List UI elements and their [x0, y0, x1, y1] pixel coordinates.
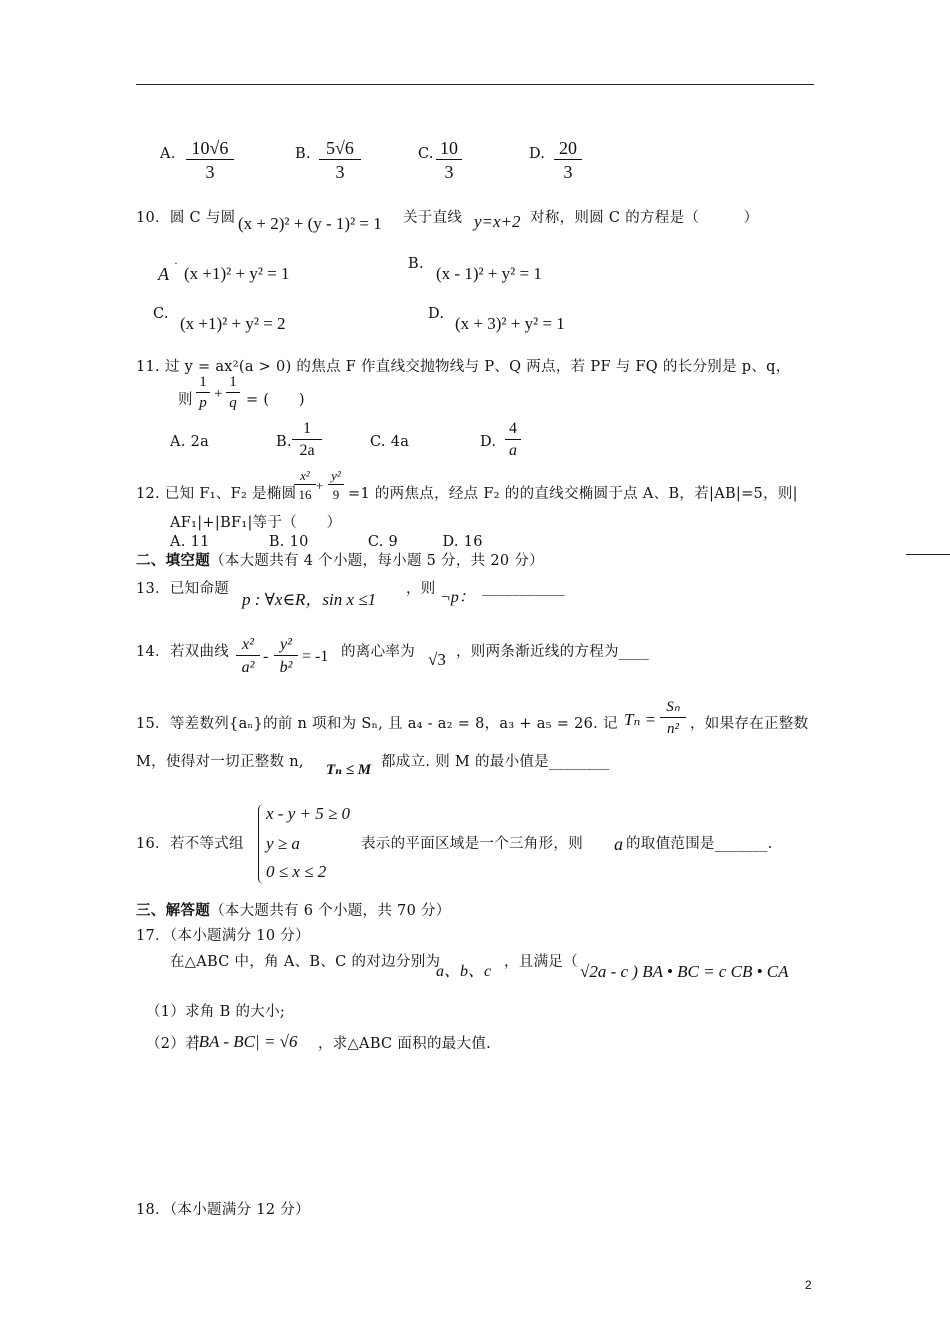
- q10-prefix: 10．圆 C 与圆: [136, 210, 236, 226]
- q11-option-b-numerator: 1: [292, 420, 322, 440]
- q12-plus: +: [316, 478, 324, 493]
- q14-minus: -: [263, 648, 269, 665]
- q9-option-d-label: D.: [529, 146, 546, 162]
- q17-stem-prefix: 在△ABC 中，角 A、B、C 的对边分别为: [170, 954, 441, 970]
- q17-part-2-expr: |BA - BC| = √6: [194, 1032, 298, 1051]
- q9-option-c-label: C.: [418, 146, 434, 162]
- q12-frac1-denominator: 16: [298, 487, 312, 502]
- q13-negation: ¬p：: [440, 589, 475, 606]
- q11-frac2-numerator: 1: [226, 374, 240, 393]
- q17-part-2-prefix: （2）若: [146, 1036, 200, 1052]
- q9-option-d-numerator: 20: [554, 138, 582, 160]
- q11-frac1-denominator: p: [199, 395, 207, 411]
- q11-frac1-numerator: 1: [196, 374, 210, 393]
- q9-option-a-fraction: [186, 138, 234, 183]
- q9-option-d-fraction: [554, 138, 582, 183]
- q9-option-a-denominator: 3: [205, 162, 215, 182]
- q16-suffix: 表示的平面区域是一个三角形，则: [361, 836, 583, 852]
- q17-heading: 17．（本小题满分 10 分）: [136, 928, 310, 944]
- q10-option-b: (x - 1)² + y² = 1: [436, 264, 542, 283]
- q12-frac2-numerator: y²: [328, 468, 344, 485]
- q10-suffix: 对称，则圆 C 的方程是（ ）: [530, 210, 759, 226]
- q14-frac1-denominator: a²: [241, 659, 255, 676]
- q13-proposition: p : ∀x∈R，sin x ≤1: [242, 590, 377, 609]
- q14-frac1-numerator: x²: [236, 636, 260, 656]
- section-2-title: 二、填空题: [136, 552, 210, 569]
- q9-option-b-numerator: 5√6: [319, 138, 361, 160]
- q10-option-c: (x +1)² + y² = 2: [180, 314, 286, 333]
- q11-option-b-denominator: 2a: [299, 442, 315, 459]
- margin-mark: [906, 554, 950, 555]
- q11-line2-prefix: 则: [178, 392, 193, 408]
- q16-condition-1: x - y + 5 ≥ 0: [266, 804, 351, 823]
- q17-part-1: （1）求角 B 的大小;: [146, 1004, 286, 1020]
- q10-option-a-label: A: [158, 264, 169, 284]
- q15-fraction-Sn-n2: [660, 698, 686, 739]
- q11-fraction-1-over-p: [196, 374, 210, 412]
- q18-heading: 18．（本小题满分 12 分）: [136, 1202, 310, 1218]
- q10-option-b-label: B.: [408, 256, 424, 272]
- q9-option-b-label: B.: [295, 146, 311, 162]
- q10-mid: 关于直线: [403, 210, 463, 226]
- q14-frac2-denominator: b²: [279, 659, 293, 676]
- q15-line1-prefix: [136, 712, 618, 733]
- q17-part-2-suffix: ，求△ABC 面积的最大值.: [318, 1036, 492, 1052]
- q11-option-c: C. 4a: [370, 434, 410, 450]
- q9-option-a-numerator: 10√6: [186, 138, 234, 160]
- q9-option-b-fraction: [319, 138, 361, 183]
- q16-suffix-2: 的取值范围是_______.: [626, 836, 773, 852]
- q14-eccentricity: √3: [428, 650, 446, 669]
- q12-frac2-denominator: 9: [332, 487, 340, 502]
- q14-suffix: ，则两条渐近线的方程为____: [456, 644, 649, 660]
- section-3-note: （本大题共有 6 个小题，共 70 分）: [210, 903, 451, 919]
- q15-seq-rest: }的前 n 项和为 Sₙ, 且 a₄ - a₂ = 8，a₃ + a₅ = 26. 记: [253, 716, 618, 732]
- q14-fraction-x2-a2: [236, 636, 260, 679]
- q11-line2-suffix: = ( ): [246, 392, 305, 408]
- q15-line2-prefix: M，使得对一切正整数 n,: [136, 754, 304, 770]
- q15-condition: Tₙ ≤ M: [326, 762, 372, 778]
- q11-option-d-denominator: a: [509, 442, 517, 459]
- q13-mid: ，则: [406, 581, 436, 597]
- q15-seq-sub: ₙ: [247, 717, 254, 732]
- q10-circle-equation: (x + 2)² + (y - 1)² = 1: [238, 214, 382, 233]
- page-number: 2: [805, 1278, 812, 1292]
- section-2-note: （本大题共有 4 个小题，每小题 5 分，共 20 分）: [210, 553, 544, 569]
- q12-fraction-x2-16: [294, 468, 316, 503]
- q15-line2-suffix: 都成立. 则 M 的最小值是________: [381, 754, 610, 770]
- q11-option-d-numerator: 4: [505, 420, 521, 440]
- header-rule: [136, 84, 814, 85]
- q9-option-c-denominator: 3: [444, 162, 454, 182]
- q12-line1-prefix: 12. 已知 F₁、F₂ 是椭圆: [136, 486, 297, 502]
- q9-option-c-fraction: [436, 138, 462, 183]
- q11-fraction-1-over-q: [226, 374, 240, 412]
- q15-frac-numerator: Sₙ: [660, 698, 686, 718]
- q9-option-d-denominator: 3: [563, 162, 573, 182]
- q15-frac-denominator: n²: [667, 721, 679, 737]
- q13-prefix: 13．已知命题: [136, 581, 230, 597]
- q10-option-d-label: D.: [428, 306, 445, 322]
- q14-frac2-numerator: y²: [274, 636, 298, 656]
- q11-option-b-label: B.: [276, 434, 292, 450]
- q10-option-d: (x + 3)² + y² = 1: [455, 314, 565, 333]
- q11-option-d-label: D.: [480, 434, 497, 450]
- section-3-heading: [136, 899, 451, 920]
- q14-fraction-y2-b2: [274, 636, 298, 679]
- q15-line1-suffix: ，如果存在正整数: [690, 716, 809, 732]
- q16-variable: a: [614, 834, 623, 854]
- q12-options: A. 11 B. 10 C. 9 D. 16: [170, 534, 483, 550]
- q17-sides: a、b、c: [436, 963, 492, 980]
- q9-option-b-denominator: 3: [335, 162, 345, 182]
- q9-option-a-label: A.: [160, 146, 176, 162]
- q16-condition-2: y ≥ a: [266, 834, 300, 853]
- q12-fraction-y2-9: [328, 468, 344, 503]
- section-3-title: 三、解答题: [136, 902, 210, 919]
- q13-answer-blank: ___________: [482, 580, 566, 596]
- q11-frac2-denominator: q: [229, 395, 237, 411]
- q14-mid: 的离心率为: [341, 644, 415, 660]
- q10-option-a-dot: ·: [174, 256, 178, 270]
- q11-plus: +: [214, 386, 223, 402]
- q10-option-c-label: C.: [153, 306, 169, 322]
- q14-prefix: 14．若双曲线: [136, 644, 230, 660]
- q14-rhs: = -1: [302, 648, 329, 665]
- q9-option-c-numerator: 10: [436, 138, 462, 160]
- q10-line: y=x+2: [474, 212, 521, 231]
- q17-stem-mid: ，且满足（: [504, 954, 578, 970]
- q15-seq-open: 15．等差数列{a: [136, 716, 248, 732]
- q11-option-a: A. 2a: [170, 434, 210, 450]
- q17-vector-equation: √2a - c ) BA • BC = c CB • CA: [580, 962, 789, 981]
- q15-T-def: Tₙ =: [624, 710, 657, 729]
- q10-option-a: (x +1)² + y² = 1: [184, 264, 290, 283]
- section-2-heading: [136, 549, 544, 570]
- q16-prefix: 16．若不等式组: [136, 836, 244, 852]
- q16-condition-3: 0 ≤ x ≤ 2: [266, 862, 327, 881]
- q11-option-b-fraction: [292, 420, 322, 461]
- q12-frac1-numerator: x²: [294, 468, 316, 485]
- q11-option-d-fraction: [505, 420, 521, 461]
- q11-line1: 11. 过 y = ax²(a > 0) 的焦点 F 作直线交抛物线与 P、Q 两点，若 PF 与 FQ 的长分别是 p、q，: [136, 359, 791, 375]
- q12-line2: AF₁|+|BF₁|等于（ ）: [170, 515, 342, 531]
- q12-line1-suffix: =1 的两焦点，经点 F₂ 的的直线交椭圆于点 A、B，若|AB|=5，则|: [348, 486, 798, 502]
